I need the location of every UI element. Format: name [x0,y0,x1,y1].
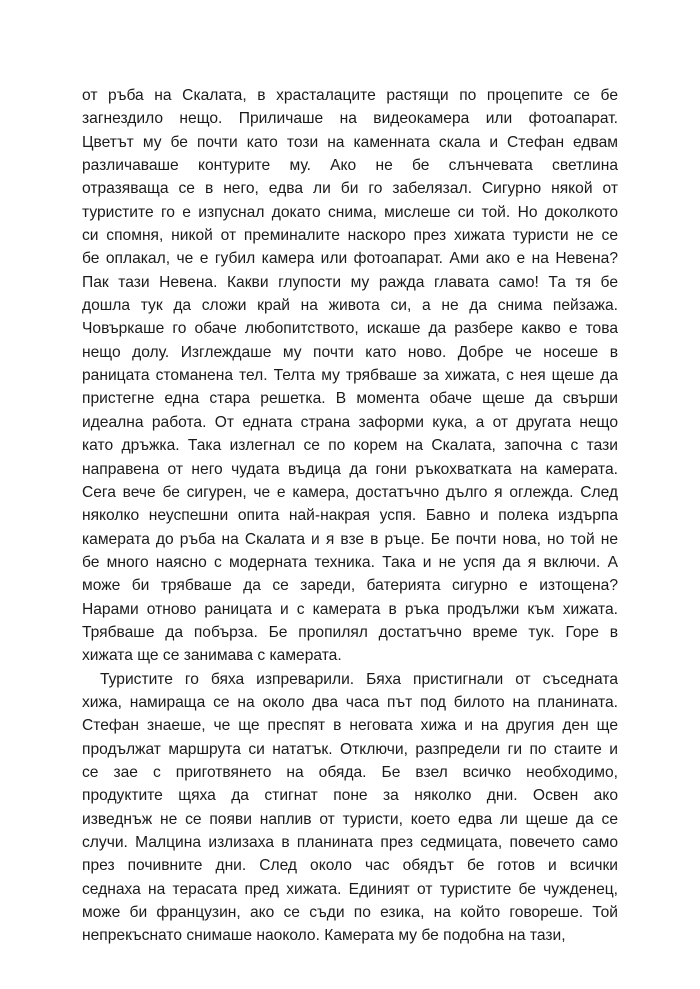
text-line: раницата стоманена тел. Телта му трябваше за хижата, с нея щеше да [82,367,618,385]
text-line: туристите го е изпуснал докато снима, мислеше си той. Но доколкото [82,203,618,221]
text-line: се зае с приготвянето на обяда. Бе взел всичко необходимо, [82,763,618,781]
text-line: бе оплакал, че е губил камера или фотоапарат. Ами ако е на Невена? [82,250,618,268]
text-line: пристегне една стара решетка. В момента обаче щеше да свърши [82,390,618,408]
text-line: загнездило нещо. Приличаше на видеокамера или фотоапарат. [82,110,618,128]
text-line: Сега вече бе сигурен, че е камера, достатъчно дълго я оглежда. След [82,483,618,501]
text-line: идеална работа. От едната страна заформи кука, а от другата нещо [82,413,618,431]
text-line: изведнъж не се появи наплив от туристи, което едва ли щеше да се [82,810,618,828]
text-line: през почивните дни. След около час обядът бе готов и всички [82,857,618,875]
text-line: нещо долу. Изглеждаше му почти като ново. Добре че носеше в [82,343,618,361]
text-line: продуктите щяха да стигнат поне за няколко дни. Освен ако [82,787,618,805]
text-line: дошла тук да сложи край на живота си, а не да снима пейзажа. [82,297,618,315]
text-line: Туристите го бяха изпреварили. Бяха пристигнали от съседната [100,670,618,688]
text-line: отразяваща се в него, едва ли би го забелязал. Сигурно някой от [82,180,618,198]
text-line: хижа, намираща се на около два часа път под билото на планината. [82,693,618,711]
paragraph-2 [82,668,618,948]
text-line: направена от него чудата въдица да гони ръкохватката на камерата. [82,460,618,478]
text-body [82,84,618,948]
text-line: Пак тази Невена. Какви глупости му ражда главата само! Та тя бе [82,273,618,291]
text-line: може би французин, ако се съди по езика, на който говореше. Той [82,904,618,922]
text-line: като дръжка. Така излегнал се по корем на Скалата, започна с тази [82,437,618,455]
text-line: седнаха на терасата пред хижата. Единият от туристите бе чужденец, [82,880,618,898]
text-line: си спомня, никой от преминалите наскоро през хижата туристи не се [82,227,618,245]
text-line: Трябваше да побърза. Бе пропилял достатъчно време тук. Горе в [82,623,618,641]
paragraph-1 [82,84,618,668]
text-line: Стефан знаеше, че ще преспят в неговата хижа и на другия ден ще [82,717,618,735]
text-line: продължат маршрута си нататък. Отключи, разпредели ги по стаите и [82,740,618,758]
text-line: различаваше контурите му. Ако не бе слънчевата светлина [82,157,618,175]
text-line: Цветът му бе почти като този на каменната скала и Стефан едвам [82,133,618,151]
text-line: Нарами отново раницата и с камерата в ръка продължи към хижата. [82,600,618,618]
text-line: случи. Малцина излизаха в планината през седмицата, повечето само [82,834,618,851]
text-line: от ръба на Скалата, в храсталаците растящи по процепите се бе [82,87,618,104]
text-line: камерата до ръба на Скалата и я взе в ръце. Бе почти нова, но той не [82,530,618,548]
text-line: може би трябваше да се зареди, батерията сигурно е изтощена? [82,577,618,595]
text-line: няколко неуспешни опита най-накрая успя. Бавно и полека издърпа [82,507,618,525]
text-line: хижата ще се занимава с камерата. [82,647,342,665]
text-line: бе много наясно с модерната техника. Така и не успя да я включи. А [82,553,618,571]
text-line: Човъркаше го обаче любопитството, искаше да разбере какво е това [82,320,618,338]
text-line: непрекъснато снимаше наоколо. Камерата му бе подобна на тази, [82,927,566,945]
